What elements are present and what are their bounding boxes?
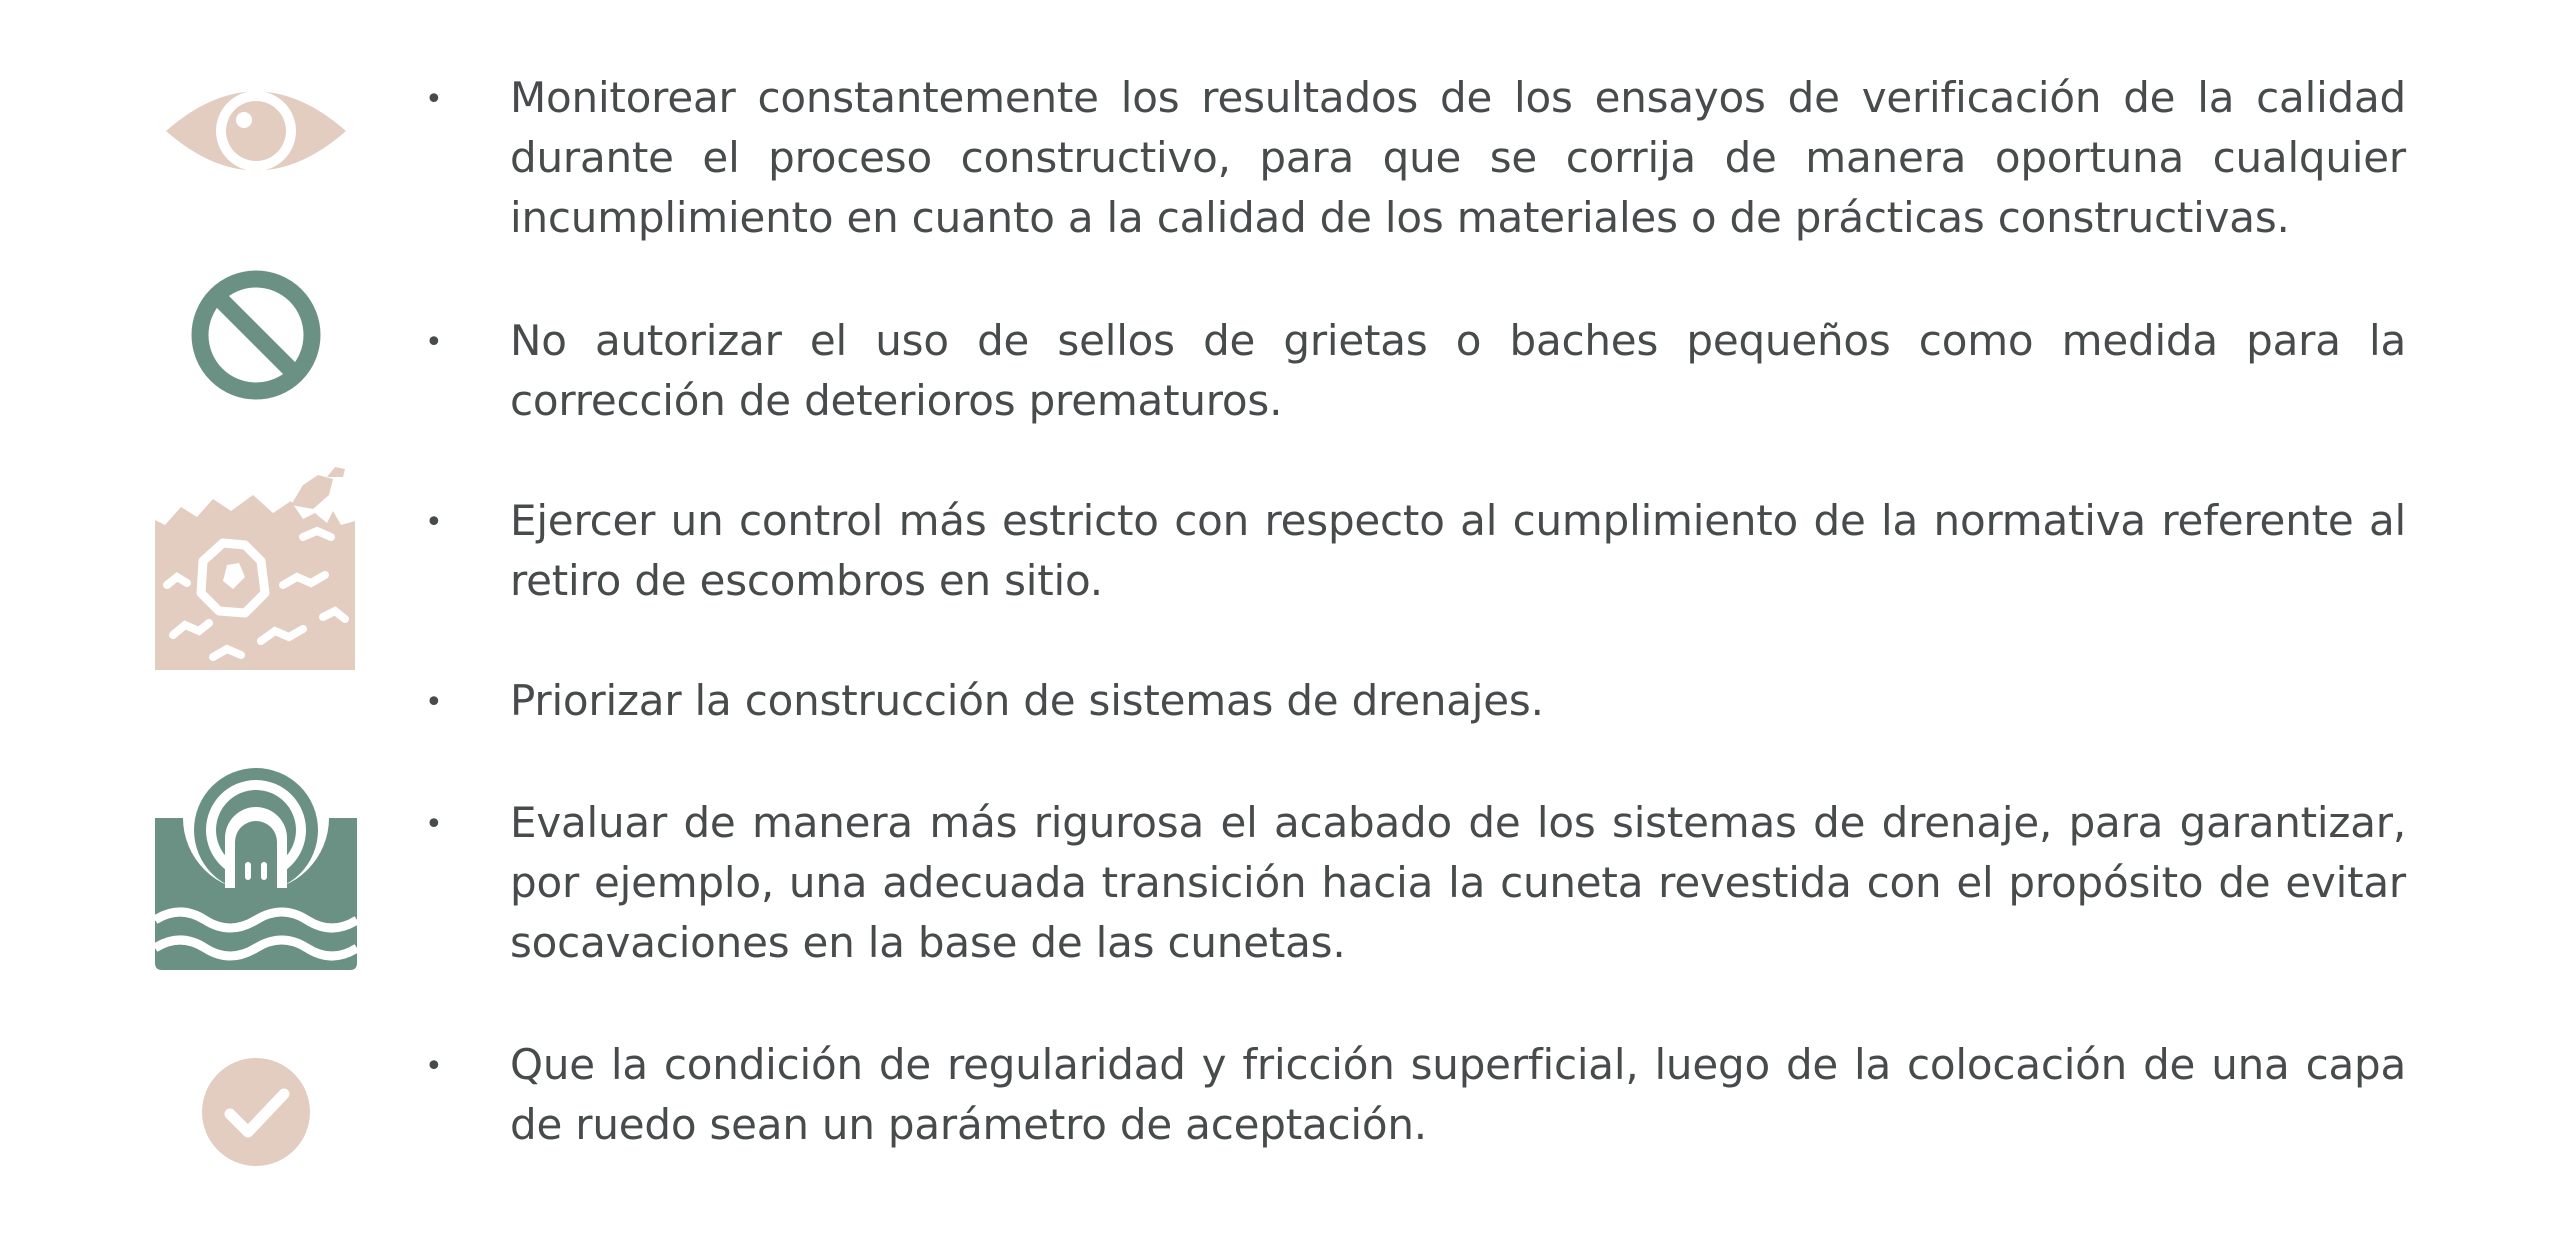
list-item-text: Priorizar la construcción de sistemas de drenajes.: [510, 676, 1544, 725]
bullet-4: •: [425, 685, 443, 720]
list-item-text: Evaluar de manera más rigurosa el acabado de los sistemas de drenaje, para garantizar, por ejemplo, una adecuada transición hacia la cuneta revestida con el propósito de evitar socavaciones en la base de las cunetas.: [510, 798, 2406, 967]
prohibited-icon: [186, 265, 326, 405]
bullet-1: •: [425, 82, 443, 117]
bullet-6: •: [425, 1049, 443, 1084]
bullet-2: •: [425, 325, 443, 360]
eye-icon: [163, 70, 349, 192]
list-item-text: Monitorear constantemente los resultados de los ensayos de verificación de la calidad durante el proceso constructivo, para que se corrija de manera oportuna cualquier incumplimiento en cuanto a la calidad de los materiales o de prácticas constructivas.: [510, 73, 2406, 242]
list-item-text: Que la condición de regularidad y fricción superficial, luego de la colocación de una capa de ruedo sean un parámetro de aceptación.: [510, 1040, 2406, 1149]
debris-icon: [153, 465, 358, 670]
list-item-text: No autorizar el uso de sellos de grietas o baches pequeños como medida para la corrección de deterioros prematuros.: [510, 316, 2406, 425]
list-item-text: Ejercer un control más estricto con respecto al cumplimiento de la normativa referente al retiro de escombros en sitio.: [510, 496, 2406, 605]
bullet-3: •: [425, 505, 443, 540]
drainage-pipe-icon: [155, 768, 357, 970]
check-icon: [202, 1058, 310, 1166]
bullet-5: •: [425, 807, 443, 842]
